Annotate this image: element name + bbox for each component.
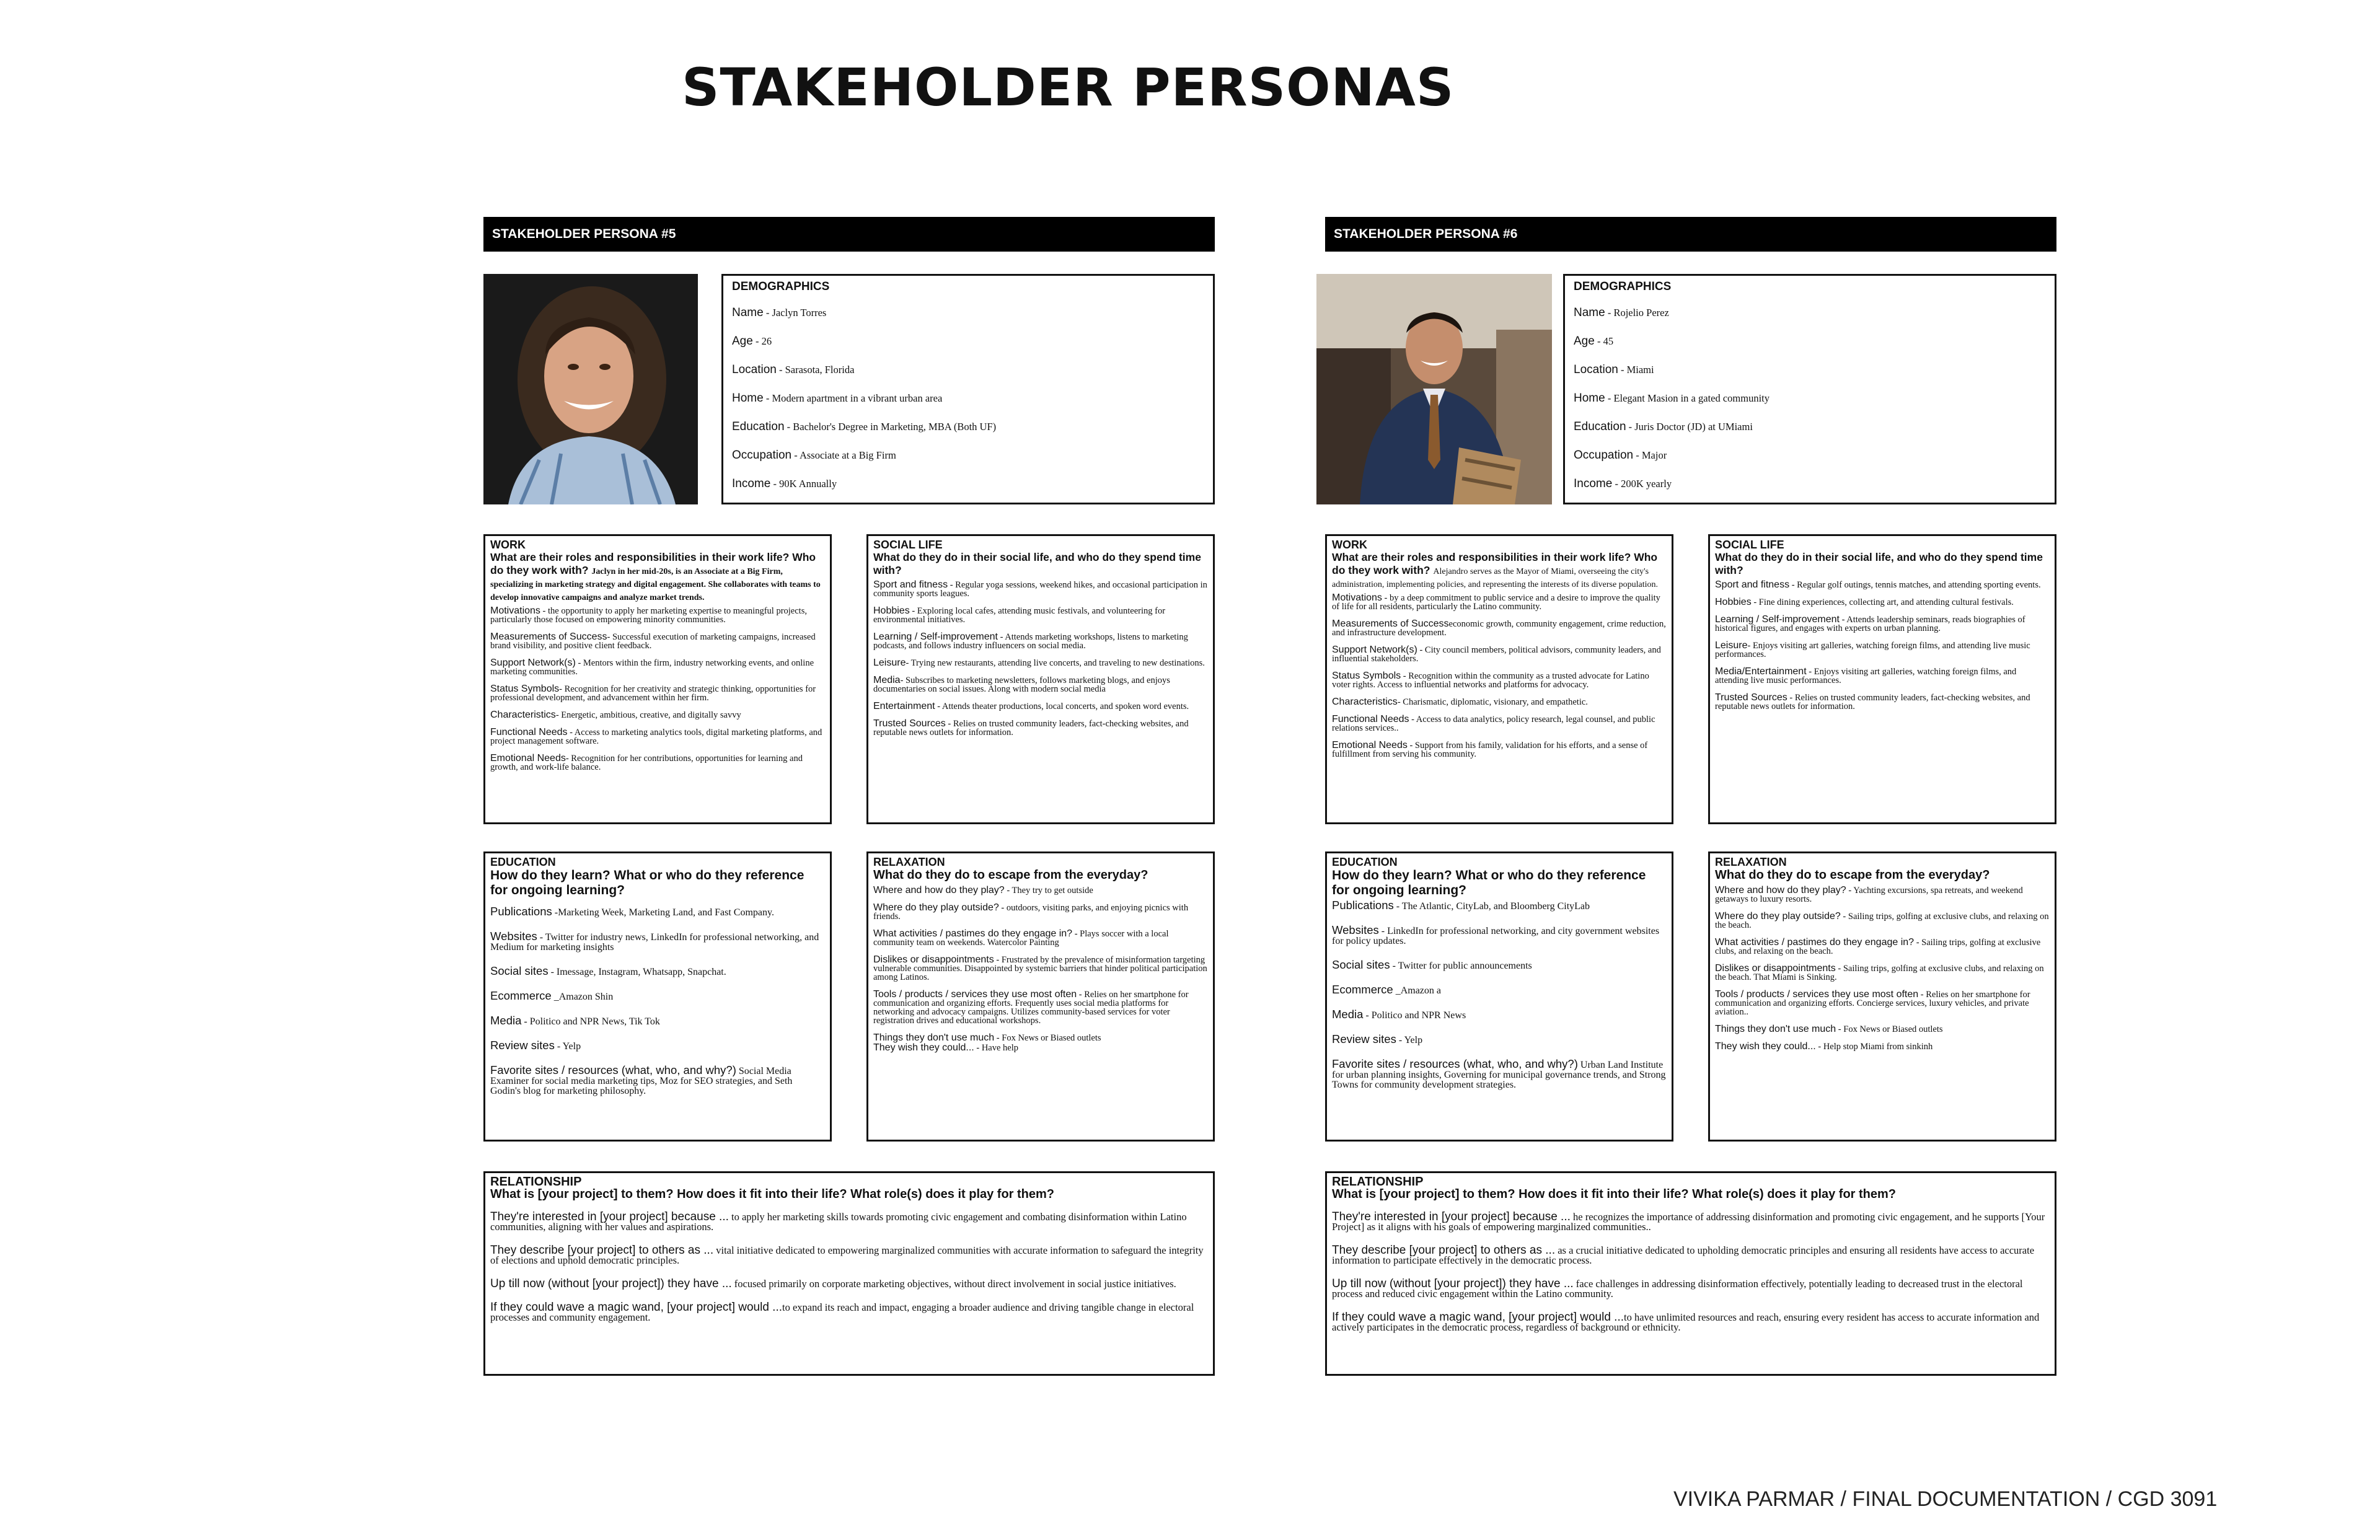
relaxation-item: Where do they play outside? - Sailing trips, golfing at exclusive clubs, and relaxing on the beach. (1715, 911, 2049, 930)
work-question: What are their roles and responsibilities in their work life? Who do they work with? Jaclyn in her mid-20s, is an Associate at a Big Firm, specializing in marketing strategy and digital engagement. She collaborates with teams to develop innovative campaigns and analyze market trends. (490, 551, 821, 602)
work-question: What are their roles and responsibilities in their work life? Who do they work with? Alejandro serves as the Mayor of Miami, overseeing the city's administration, implementing policies, and representing the interests of its diverse population. (1332, 551, 1659, 589)
social-heading: SOCIAL LIFE (1715, 539, 1784, 551)
education-item: Favorite sites / resources (what, who, and why?) Urban Land Institute for urban planning insights, Governing for municipal governance trends, and Strong Towns for community development strategies. (1332, 1057, 1666, 1090)
relationship-question: What is [your project] to them? How does it fit into their life? What role(s) does it play for them? (490, 1187, 1055, 1201)
relaxation-box (1708, 851, 2056, 1142)
demo-row: Location - Sarasota, Florida (732, 363, 855, 376)
education-question: How do they learn? What or who do they reference for ongoing learning? (490, 868, 804, 897)
social-item: Leisure- Enjoys visiting art galleries, watching foreign films, and attending live music performances. (1715, 640, 2030, 659)
work-heading: WORK (1332, 539, 1367, 551)
education-item: Websites - LinkedIn for professional networking, and city government websites for policy updates. (1332, 923, 1660, 946)
work-box (483, 534, 832, 824)
demographics-box (1563, 274, 2056, 504)
persona-photo (483, 274, 698, 504)
work-heading: WORK (490, 539, 526, 551)
work-item: Measurements of Successeconomic growth, community engagement, crime reduction, and infrastructure development. (1332, 618, 1666, 638)
relaxation-heading: RELAXATION (1715, 856, 1787, 868)
social-item: Entertainment - Attends theater productions, local concerts, and spoken word events. (873, 701, 1189, 711)
education-item: Social sites - Imessage, Instagram, Whatsapp, Snapchat. (490, 964, 726, 977)
education-item: Publications - The Atlantic, CityLab, and Bloomberg CityLab (1332, 899, 1590, 912)
demo-row: Education - Bachelor's Degree in Marketing, MBA (Both UF) (732, 420, 997, 433)
relationship-item: They describe [your project] to others as ... vital initiative dedicated to empowering marginalized communities with accurate information to safeguard the integrity of elections and uphold democratic principles. (490, 1244, 1204, 1266)
relaxation-box (866, 851, 1215, 1142)
work-item: Motivations - the opportunity to apply her marketing expertise to meaningful projects, particularly those focused on empowering minority communities. (490, 605, 807, 625)
education-heading: EDUCATION (490, 856, 556, 868)
persona-header: STAKEHOLDER PERSONA #5 (483, 217, 1215, 252)
education-item: Publications -Marketing Week, Marketing Land, and Fast Company. (490, 905, 774, 918)
education-item: Favorite sites / resources (what, who, and why?) Social Media Examiner for social media marketing tips, Moz for SEO strategies, and Seth Godin's blog for marketing philosophy. (490, 1063, 793, 1096)
relaxation-item: What activities / pastimes do they engage in? - Sailing trips, golfing at exclusive clubs, and relaxing on the beach. (1715, 937, 2041, 956)
relationship-item: They describe [your project] to others as ... as a crucial initiative dedicated to upholding democratic principles and ensuring all residents have access to accurate information to participate effectively in the democratic process. (1332, 1244, 2035, 1266)
education-item: Ecommerce _Amazon Shin (490, 989, 614, 1002)
social-box (866, 534, 1215, 824)
relaxation-item: Dislikes or disappointments - Sailing trips, golfing at exclusive clubs, and relaxing on the beach. That Miami is Sinking. (1715, 963, 2044, 982)
demographics-heading: DEMOGRAPHICS (732, 280, 830, 293)
relationship-box (483, 1171, 1215, 1376)
work-item: Emotional Needs- Recognition for her contributions, opportunities for learning and growth, and work-life balance. (490, 753, 803, 772)
education-question: How do they learn? What or who do they reference for ongoing learning? (1332, 868, 1646, 897)
demo-row: Name - Rojelio Perez (1574, 306, 1669, 319)
demo-row: Home - Elegant Masion in a gated community (1574, 392, 1770, 405)
relaxation-item: They wish they could... - Help stop Miami from sinkinh (1715, 1041, 1933, 1052)
persona-photo (1316, 274, 1552, 504)
demo-row: Education - Juris Doctor (JD) at UMiami (1574, 420, 1753, 433)
relaxation-question: What do they do to escape from the everyday? (1715, 868, 1990, 882)
relationship-item: They're interested in [your project] because ... to apply her marketing skills towards promoting civic engagement and combating disinformation within Latino communities, aligning with her values and aspirations. (490, 1210, 1187, 1233)
relaxation-item: Where and how do they play? - Yachting excursions, spa retreats, and weekend getaways to luxury resorts. (1715, 885, 2023, 904)
education-item: Media - Politico and NPR News, Tik Tok (490, 1014, 660, 1027)
relationship-box (1325, 1171, 2056, 1376)
demo-row: Age - 26 (732, 335, 772, 348)
persona-header: STAKEHOLDER PERSONA #6 (1325, 217, 2056, 252)
social-item: Leisure- Trying new restaurants, attending live concerts, and traveling to new destinations. (873, 658, 1205, 668)
social-item: Hobbies - Exploring local cafes, attending music festivals, and volunteering for environmental initiatives. (873, 605, 1166, 625)
education-item: Ecommerce _Amazon a (1332, 983, 1442, 996)
education-box (1325, 851, 1673, 1142)
work-item: Status Symbols- Recognition for her creativity and strategic thinking, opportunities for professional development, and advancement within her firm. (490, 684, 816, 703)
demographics-box (721, 274, 1215, 504)
relaxation-item: Tools / products / services they use most often - Relies on her smartphone for communication and organizing efforts. Frequently uses social media platforms for networking and advocacy campaigns. Utilizes community-based services for voter registration drives and educational workshops. (873, 989, 1189, 1026)
social-item: Sport and fitness - Regular yoga sessions, weekend hikes, and occasional participation in community sports leagues. (873, 579, 1207, 599)
relationship-question: What is [your project] to them? How does it fit into their life? What role(s) does it play for them? (1332, 1187, 1897, 1201)
work-item: Characteristics- Charismatic, diplomatic, visionary, and empathetic. (1332, 697, 1588, 707)
social-box (1708, 534, 2056, 824)
relaxation-item: Dislikes or disappointments - Frustrated by the prevalence of misinformation targeting vulnerable communities. Disappointed by systemic barriers that hinder political participation among Latinos. (873, 954, 1207, 982)
social-item: Trusted Sources - Relies on trusted community leaders, fact-checking websites, and reputable news outlets for information. (1715, 692, 2030, 711)
relaxation-item: Where do they play outside? - outdoors, visiting parks, and enjoying picnics with friends. (873, 902, 1189, 922)
education-item: Review sites - Yelp (490, 1039, 581, 1052)
work-item: Functional Needs - Access to data analytics, policy research, legal counsel, and public relations services.. (1332, 714, 1655, 733)
work-item: Functional Needs - Access to marketing analytics tools, digital marketing platforms, and project management software. (490, 727, 822, 746)
relaxation-item: Where and how do they play? - They try to get outside (873, 885, 1093, 895)
social-question: What do they do in their social life, and who do they spend time with? (873, 551, 1201, 576)
relaxation-item: Things they don't use much - Fox News or Biased outlets (1715, 1024, 1943, 1034)
relaxation-item: They wish they could... - Have help (873, 1042, 1019, 1053)
relationship-item: Up till now (without [your project]) they have ... face challenges in addressing disinformation effectively, potentially leading to decreased trust in the electoral process and reduced civic engagement within the Latino community. (1332, 1277, 2023, 1300)
education-item: Social sites - Twitter for public announcements (1332, 958, 1532, 971)
relationship-heading: RELATIONSHIP (1332, 1175, 1424, 1189)
education-heading: EDUCATION (1332, 856, 1398, 868)
education-item: Media - Politico and NPR News (1332, 1008, 1466, 1021)
relaxation-heading: RELAXATION (873, 856, 945, 868)
relaxation-item: Things they don't use much - Fox News or Biased outlets (873, 1032, 1101, 1043)
relaxation-question: What do they do to escape from the everyday? (873, 868, 1148, 882)
demo-row: Income - 200K yearly (1574, 477, 1672, 490)
education-box (483, 851, 832, 1142)
work-item: Characteristics- Energetic, ambitious, creative, and digitally savvy (490, 710, 741, 720)
persona-card (1325, 217, 2056, 1376)
social-question: What do they do in their social life, and who do they spend time with? (1715, 551, 2043, 576)
demo-row: Home - Modern apartment in a vibrant urban area (732, 392, 943, 405)
relationship-item: Up till now (without [your project]) they have ... focused primarily on corporate marketing objectives, without direct involvement in social justice initiatives. (490, 1277, 1176, 1290)
social-item: Hobbies - Fine dining experiences, collecting art, and attending cultural festivals. (1715, 597, 2014, 607)
work-item: Emotional Needs - Support from his family, validation for his efforts, and a sense of fulfillment from serving his community. (1332, 740, 1648, 759)
demographics-heading: DEMOGRAPHICS (1574, 280, 1672, 293)
social-item: Learning / Self-improvement - Attends marketing workshops, listens to marketing podcasts, and follows industry influencers on social media. (873, 631, 1188, 651)
demo-row: Location - Miami (1574, 363, 1654, 376)
social-heading: SOCIAL LIFE (873, 539, 943, 551)
work-item: Support Network(s) - Mentors within the firm, industry networking events, and online marketing communities. (490, 658, 814, 677)
relationship-item: If they could wave a magic wand, [your project] would ...to have unlimited resources and reach, ensuring every resident has access to accurate information and actively participates in the democratic process, regardless of background or ethnicity. (1332, 1311, 2040, 1333)
social-item: Trusted Sources - Relies on trusted community leaders, fact-checking websites, and reputable news outlets for information. (873, 718, 1189, 737)
relationship-heading: RELATIONSHIP (490, 1175, 582, 1189)
work-item: Status Symbols - Recognition within the community as a trusted advocate for Latino voter rights. Access to influential networks and platforms for advocacy. (1332, 671, 1649, 690)
footer-credit: VIVIKA PARMAR / FINAL DOCUMENTATION / CGD 3091 (1673, 1487, 2218, 1511)
work-item: Measurements of Success- Successful execution of marketing campaigns, increased brand visibility, and positive client feedback. (490, 631, 816, 651)
work-item: Support Network(s) - City council members, political advisors, community leaders, and influential stakeholders. (1332, 645, 1661, 664)
relationship-item: If they could wave a magic wand, [your project] would ...to expand its reach and impact, engaging a broader audience and driving tangible change in electoral processes and community engagement. (490, 1301, 1194, 1323)
education-item: Websites - Twitter for industry news, LinkedIn for professional networking, and Medium for marketing insights (490, 930, 819, 953)
demo-row: Age - 45 (1574, 335, 1614, 348)
demo-row: Income - 90K Annually (732, 477, 837, 490)
social-item: Media- Subscribes to marketing newsletters, follows marketing blogs, and enjoys documentaries on social issues. Along with modern social media (873, 675, 1170, 694)
demo-row: Name - Jaclyn Torres (732, 306, 827, 319)
relaxation-item: Tools / products / services they use most often - Relies on her smartphone for communication and organizing efforts. Concierge services, luxury vehicles, and private aviation.. (1715, 989, 2030, 1017)
work-item: Motivations - by a deep commitment to public service and a desire to improve the quality of life for all residents, particularly the Latino community. (1332, 592, 1660, 612)
page-title: STAKEHOLDER PERSONAS (682, 57, 1455, 118)
demo-row: Occupation - Associate at a Big Firm (732, 449, 896, 462)
persona-card (483, 217, 1215, 1376)
demo-row: Occupation - Major (1574, 449, 1667, 462)
relationship-item: They're interested in [your project] because ... he recognizes the importance of addressing disinformation and promoting civic engagement, and he supports [Your Project] as it aligns with his goals of empowering marginalized communities.. (1332, 1210, 2045, 1233)
education-item: Review sites - Yelp (1332, 1032, 1423, 1045)
social-item: Media/Entertainment - Enjoys visiting art galleries, watching foreign films, and attending live music performances. (1715, 666, 2017, 685)
social-item: Learning / Self-improvement - Attends leadership seminars, reads biographies of historical figures, and engages with experts on urban planning. (1715, 614, 2025, 633)
relaxation-item: What activities / pastimes do they engage in? - Plays soccer with a local community team on weekends. Watercolor Painting (873, 928, 1169, 948)
social-item: Sport and fitness - Regular golf outings, tennis matches, and attending sporting events. (1715, 579, 2041, 590)
work-box (1325, 534, 1673, 824)
